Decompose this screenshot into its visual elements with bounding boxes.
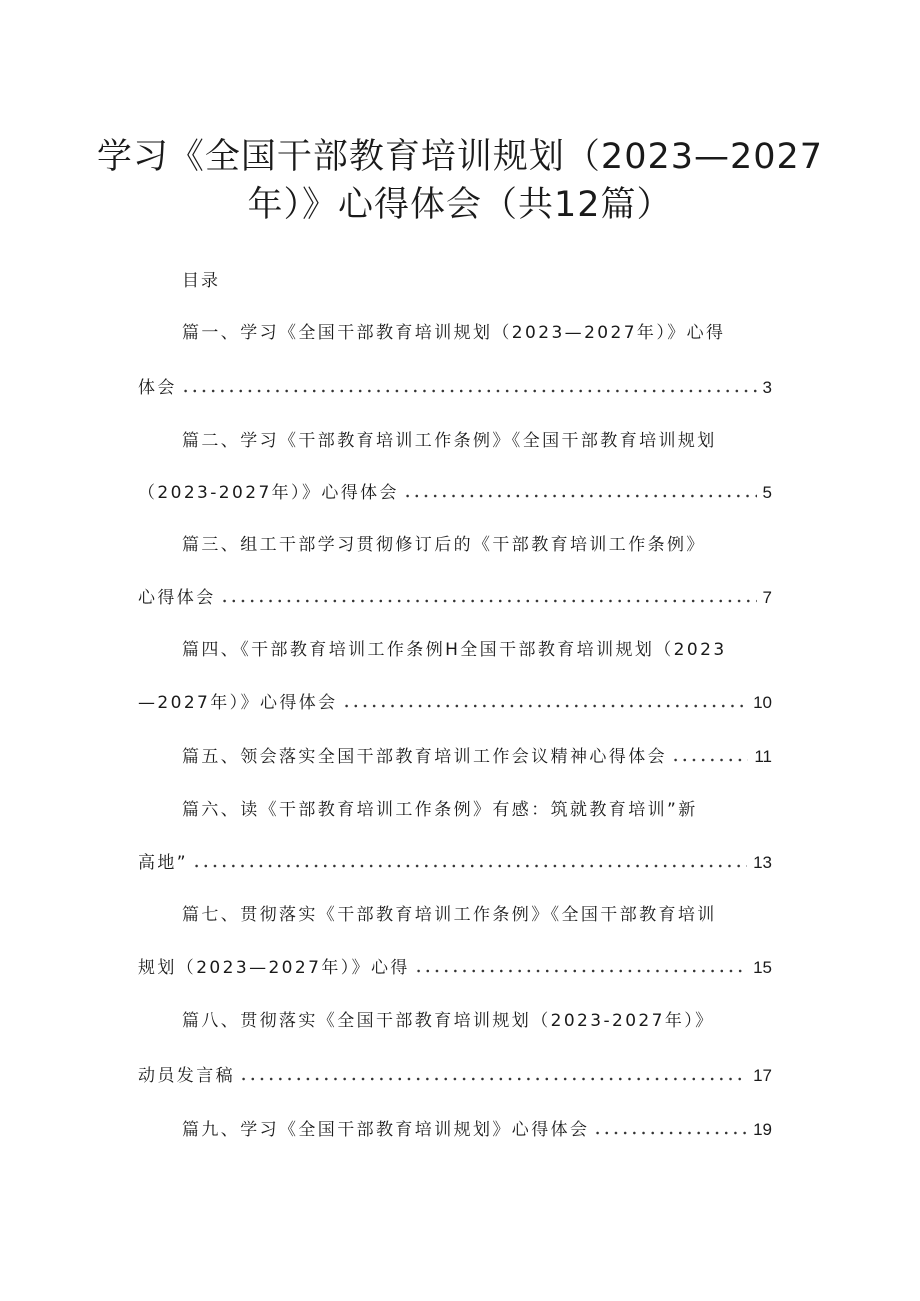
toc-entry-6-text: 高地” — [138, 853, 189, 873]
toc-entry-3-text: 心得体会 — [138, 588, 216, 608]
toc-entry-1-page: 3 — [762, 378, 772, 397]
toc-entry-6-line-2[interactable] — [138, 850, 772, 876]
toc-entry-8-line-1[interactable]: 篇八、贯彻落实《全国干部教育培训规划（2023-2027年）》 — [182, 1011, 715, 1031]
dot-leader — [342, 703, 748, 709]
toc-entry-7-line-1[interactable]: 篇七、贯彻落实《干部教育培训工作条例》《全国干部教育培训 — [182, 905, 717, 925]
toc-entry-2-text: （2023-2027年）》心得体会 — [138, 483, 399, 503]
toc-entry-3-line-2[interactable] — [138, 585, 772, 611]
toc-entry-4-line-2[interactable] — [138, 690, 772, 716]
toc-entry-2-line-1[interactable]: 篇二、学习《干部教育培训工作条例》《全国干部教育培训规划 — [182, 431, 717, 451]
toc-entry-3-line-1[interactable]: 篇三、组工干部学习贯彻修订后的《干部教育培训工作条例》 — [182, 535, 706, 555]
toc-entry-7-page: 15 — [753, 958, 772, 977]
toc-entry-2-line-2[interactable] — [138, 480, 772, 506]
toc-entry-9-page: 19 — [753, 1120, 772, 1139]
toc-entry-5-page: 11 — [754, 747, 772, 766]
toc-entry-4-page: 10 — [753, 693, 772, 712]
dot-leader — [181, 388, 757, 394]
toc-entry-5-text: 篇五、领会落实全国干部教育培训工作会议精神心得体会 — [182, 747, 667, 767]
dot-leader — [239, 1076, 747, 1082]
toc-entry-9[interactable] — [182, 1117, 772, 1143]
toc-entry-6-line-1[interactable]: 篇六、读《干部教育培训工作条例》有感：筑就教育培训”新 — [182, 800, 698, 820]
document-title-line-1: 学习《全国干部教育培训规划（2023—2027 — [96, 137, 824, 177]
toc-entry-1-line-2[interactable] — [138, 375, 772, 401]
toc-entry-9-text: 篇九、学习《全国干部教育培训规划》心得体会 — [182, 1120, 590, 1140]
toc-entry-4-text: —2027年）》心得体会 — [138, 693, 338, 713]
toc-entry-1-text: 体会 — [138, 378, 177, 398]
toc-entry-7-text: 规划（2023—2027年）》心得 — [138, 958, 410, 978]
toc-entry-8-text: 动员发言稿 — [138, 1066, 235, 1086]
toc-entry-4-line-1[interactable]: 篇四、《干部教育培训工作条例H全国干部教育培训规划（2023 — [182, 640, 727, 660]
dot-leader — [414, 968, 747, 974]
document-title-line-2: 年）》心得体会（共12篇） — [247, 185, 673, 225]
dot-leader — [403, 493, 757, 499]
toc-entry-6-page: 13 — [753, 853, 772, 872]
toc-entry-7-line-2[interactable] — [138, 955, 772, 981]
toc-entry-8-line-2[interactable] — [138, 1063, 772, 1089]
toc-heading: 目录 — [182, 271, 220, 291]
toc-entry-8-page: 17 — [753, 1066, 772, 1085]
dot-leader — [671, 757, 748, 763]
toc-entry-3-page: 7 — [762, 588, 772, 607]
dot-leader — [593, 1130, 747, 1136]
toc-entry-2-page: 5 — [762, 483, 772, 502]
toc-entry-1-line-1[interactable]: 篇一、学习《全国干部教育培训规划（2023—2027年）》心得 — [182, 323, 726, 343]
dot-leader — [192, 863, 747, 869]
dot-leader — [220, 598, 757, 604]
toc-entry-5[interactable] — [182, 744, 772, 770]
